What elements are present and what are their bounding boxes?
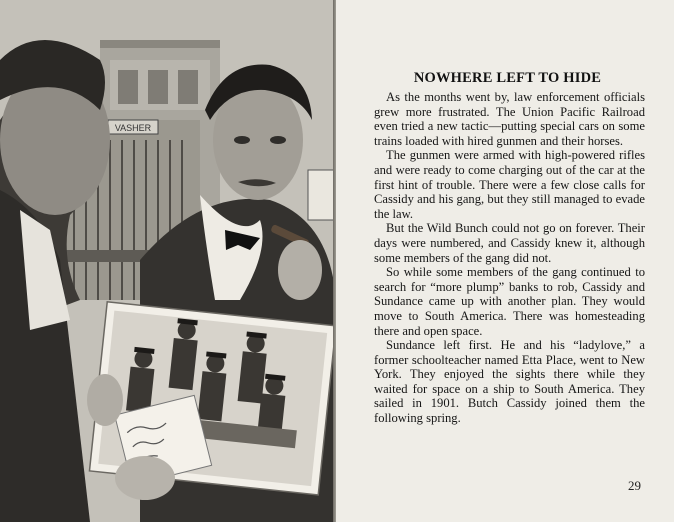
paragraph: So while some members of the gang continued to search for “more plump” banks to rob, Cassidy and Sundance came up with another plan. They would move to South America. There was homesteading there and open space. (374, 265, 645, 338)
paragraph: As the months went by, law enforcement officials grew more frustrated. The Union Pacific Railroad even tried a new tactic—putting special cars on some trains loaded with hired gunmen and their horses. (374, 90, 645, 148)
paragraph: The gunmen were armed with high-powered rifles and were ready to come charging out of the car at the first hint of trouble. There were a few close calls for Cassidy and his gang, but they still managed to evade the law. (374, 148, 645, 221)
chapter-heading: NOWHERE LEFT TO HIDE (413, 70, 602, 86)
body-text (374, 90, 645, 426)
shop-sign: VASHER (114, 123, 152, 133)
paragraph: But the Wild Bunch could not go on forever. Their days were numbered, and Cassidy knew it, although some members of the gang did not. (374, 221, 645, 265)
illustration-page (0, 0, 336, 522)
illustration (0, 0, 336, 522)
paragraph: Sundance left first. He and his “ladylove,” a former schoolteacher named Etta Place, went to New York. They enjoyed the sights there while they waited for space on a ship to South America. They sailed in 1901. Butch Cassidy joined them the following spring. (374, 338, 645, 426)
page-number: 29 (628, 478, 641, 493)
